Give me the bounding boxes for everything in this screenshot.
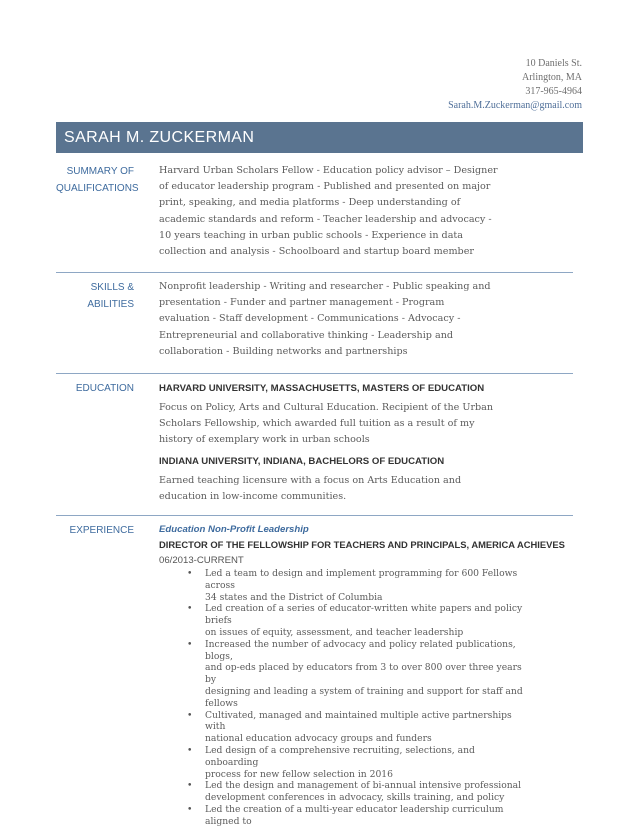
skills-label-line1: SKILLS & <box>90 282 134 293</box>
education-body <box>159 380 519 505</box>
bullet-line: • Led design of a comprehensive recruiting, selections, and onboarding <box>205 744 475 768</box>
contact-street: 10 Daniels St. <box>525 58 582 69</box>
list-item <box>159 568 529 603</box>
bullet-line: • Led creation of a series of educator-written white papers and policy briefs <box>205 603 523 627</box>
bullet-line: • Led a team to design and implement programming for 600 Fellows across <box>205 568 518 591</box>
contact-email[interactable]: Sarah.M.Zuckerman@gmail.com <box>448 100 582 111</box>
summary-line: collection and analysis - Schoolboard and startup board member <box>159 246 474 258</box>
section-divider <box>56 515 573 516</box>
skills-line: Nonprofit leadership - Writing and researcher - Public speaking and <box>159 281 491 292</box>
experience-bullets <box>159 568 529 828</box>
bullet-line: and op-eds placed by educators from 3 to over 800 over three years by <box>205 662 522 686</box>
school-line: Scholars Fellowship, which awarded full tuition as a result of my <box>159 418 475 430</box>
skills-line: evaluation - Staff development - Communications - Advocacy - <box>159 313 461 325</box>
skills-line: collaboration - Building networks and partnerships <box>159 345 408 357</box>
name-banner <box>56 122 583 153</box>
skills-line: Entrepreneurial and collaborative thinking - Leadership and <box>159 329 454 341</box>
bullet-line: • Cultivated, managed and maintained multiple active partnerships with <box>205 709 512 733</box>
experience-label: EXPERIENCE <box>69 525 134 536</box>
school-line: Focus on Policy, Arts and Cultural Education. Recipient of the Urban <box>159 402 494 413</box>
experience-org: Education Non-Profit Leadership <box>159 524 309 535</box>
list-item <box>159 780 529 804</box>
bullet-line: development conferences in advocacy, skills training, and policy <box>205 792 505 804</box>
skills-body <box>159 279 519 360</box>
list-item <box>159 804 529 828</box>
contact-block <box>448 57 582 113</box>
bullet-line: fellows <box>205 697 238 709</box>
bullet-line: process for new fellow selection in 2016 <box>205 768 393 780</box>
list-item <box>159 745 529 780</box>
school-name: HARVARD UNIVERSITY, MASSACHUSETTS, MASTERS OF EDUCATION <box>159 383 485 394</box>
school-line: Earned teaching licensure with a focus on Arts Education and <box>159 474 462 486</box>
school-name: INDIANA UNIVERSITY, INDIANA, BACHELORS OF EDUCATION <box>159 455 445 467</box>
bullet-line: • Increased the number of advocacy and policy related publications, blogs, <box>205 638 516 662</box>
skills-line: presentation - Funder and partner management - Program <box>159 297 445 309</box>
skills-label <box>56 279 134 313</box>
bullet-line: national education advocacy groups and funders <box>205 733 432 745</box>
summary-line: Harvard Urban Scholars Fellow - Education policy advisor – Designer <box>159 165 498 176</box>
experience-body <box>159 523 579 828</box>
summary-line: of educator leadership program - Published and presented on major <box>159 181 491 193</box>
summary-label-line2: QUALIFICATIONS <box>56 183 139 194</box>
experience-dates: 06/2013-CURRENT <box>159 555 244 566</box>
skills-label-line2: ABILITIES <box>87 299 134 310</box>
section-divider <box>56 272 573 273</box>
bullet-line: • Led the creation of a multi-year educator leadership curriculum aligned to <box>205 803 504 827</box>
school-line: education in low-income communities. <box>159 490 347 502</box>
contact-phone: 317-965-4964 <box>525 86 582 97</box>
school-line: history of exemplary work in urban schools <box>159 434 370 446</box>
bullet-line: 34 states and the District of Columbia <box>205 591 383 603</box>
summary-line: 10 years teaching in urban public schools - Experience in data <box>159 229 463 241</box>
summary-label-line1: SUMMARY OF <box>66 166 134 177</box>
bullet-line: designing and leading a system of training and support for staff and <box>205 685 523 697</box>
contact-city: Arlington, MA <box>522 72 582 83</box>
summary-line: print, speaking, and media platforms - Deep understanding of <box>159 197 461 209</box>
bullet-line: on issues of equity, assessment, and teacher leadership <box>205 626 464 638</box>
list-item <box>159 603 529 638</box>
education-label: EDUCATION <box>75 383 134 394</box>
candidate-name: SARAH M. ZUCKERMAN <box>64 129 255 146</box>
summary-label <box>56 163 139 197</box>
experience-role: DIRECTOR OF THE FELLOWSHIP FOR TEACHERS AND PRINCIPALS, AMERICA ACHIEVES <box>159 539 565 550</box>
summary-line: academic standards and reform - Teacher leadership and advocacy - <box>159 213 492 225</box>
list-item <box>159 710 529 745</box>
list-item <box>159 639 529 710</box>
summary-body <box>159 163 519 260</box>
bullet-line: • Led the design and management of bi-annual intensive professional <box>205 780 522 792</box>
section-divider <box>56 373 573 374</box>
